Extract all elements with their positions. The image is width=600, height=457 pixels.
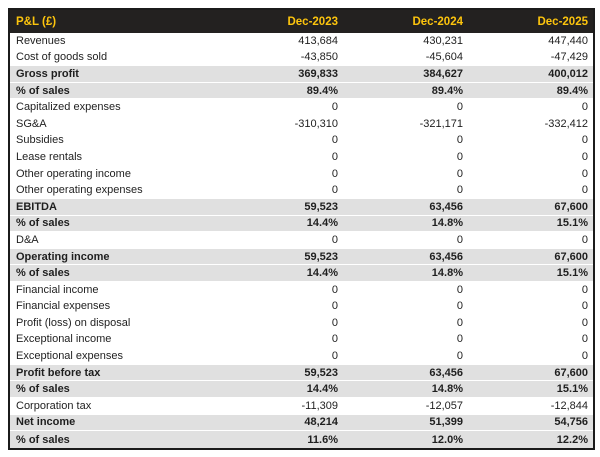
pnl-table: [8, 8, 595, 450]
row-label: D&A: [10, 232, 218, 249]
row-value: 0: [343, 299, 468, 316]
row-value: 0: [218, 182, 343, 199]
column-header-dec-2023: Dec-2023: [218, 10, 343, 33]
row-value: 0: [218, 315, 343, 332]
row-value: 384,627: [343, 66, 468, 83]
column-header-dec-2025: Dec-2025: [468, 10, 593, 33]
header-row: [10, 10, 593, 33]
table-row: [10, 116, 593, 133]
row-label: % of sales: [10, 381, 218, 398]
row-value: -43,850: [218, 50, 343, 67]
row-value: 0: [343, 232, 468, 249]
row-label: % of sales: [10, 216, 218, 233]
row-value: -47,429: [468, 50, 593, 67]
table-row: [10, 232, 593, 249]
row-value: 89.4%: [218, 83, 343, 100]
row-value: 54,756: [468, 415, 593, 432]
row-value: 400,012: [468, 66, 593, 83]
table-row: [10, 398, 593, 415]
row-label: Exceptional income: [10, 332, 218, 349]
table-row: [10, 99, 593, 116]
row-value: 0: [468, 149, 593, 166]
table-row: [10, 216, 593, 233]
row-value: 63,456: [343, 199, 468, 216]
table-row: [10, 199, 593, 216]
row-value: 14.8%: [343, 381, 468, 398]
row-value: -12,057: [343, 398, 468, 415]
pnl-table-body: [10, 33, 593, 448]
row-label: Financial expenses: [10, 299, 218, 316]
table-row: [10, 149, 593, 166]
row-value: 0: [343, 133, 468, 150]
row-value: 0: [468, 133, 593, 150]
table-row: [10, 50, 593, 67]
row-value: 0: [468, 282, 593, 299]
row-label: Profit before tax: [10, 365, 218, 382]
row-value: 0: [343, 166, 468, 183]
row-value: -332,412: [468, 116, 593, 133]
row-value: 430,231: [343, 33, 468, 50]
row-value: 63,456: [343, 365, 468, 382]
row-value: 0: [468, 332, 593, 349]
table-row: [10, 33, 593, 50]
table-row: [10, 431, 593, 448]
row-value: 67,600: [468, 199, 593, 216]
row-value: 14.8%: [343, 216, 468, 233]
row-value: 413,684: [218, 33, 343, 50]
row-value: 0: [468, 299, 593, 316]
row-value: 0: [468, 182, 593, 199]
row-value: 89.4%: [468, 83, 593, 100]
row-value: 12.2%: [468, 431, 593, 448]
row-value: 59,523: [218, 365, 343, 382]
row-value: 0: [218, 348, 343, 365]
row-label: Other operating expenses: [10, 182, 218, 199]
row-value: 0: [218, 332, 343, 349]
row-value: 0: [343, 332, 468, 349]
row-label: Revenues: [10, 33, 218, 50]
row-value: 15.1%: [468, 381, 593, 398]
row-value: 0: [343, 282, 468, 299]
row-value: 0: [343, 99, 468, 116]
row-label: Exceptional expenses: [10, 348, 218, 365]
row-value: 0: [218, 166, 343, 183]
row-value: 0: [468, 315, 593, 332]
row-value: 0: [468, 348, 593, 365]
row-value: 0: [218, 149, 343, 166]
row-value: 59,523: [218, 199, 343, 216]
row-label: EBITDA: [10, 199, 218, 216]
row-value: 12.0%: [343, 431, 468, 448]
row-value: 0: [343, 315, 468, 332]
row-label: Financial income: [10, 282, 218, 299]
row-value: 0: [218, 232, 343, 249]
row-value: -321,171: [343, 116, 468, 133]
table-row: [10, 348, 593, 365]
row-value: 0: [343, 348, 468, 365]
row-label: Operating income: [10, 249, 218, 266]
row-value: 0: [468, 166, 593, 183]
row-value: 0: [218, 282, 343, 299]
table-row: [10, 66, 593, 83]
row-value: 51,399: [343, 415, 468, 432]
row-value: 67,600: [468, 249, 593, 266]
row-label: Gross profit: [10, 66, 218, 83]
row-value: 15.1%: [468, 265, 593, 282]
row-value: 48,214: [218, 415, 343, 432]
pnl-table-header: [10, 10, 593, 33]
table-row: [10, 381, 593, 398]
row-value: 0: [468, 99, 593, 116]
table-row: [10, 83, 593, 100]
row-label: Cost of goods sold: [10, 50, 218, 67]
row-value: 11.6%: [218, 431, 343, 448]
row-value: 89.4%: [343, 83, 468, 100]
row-value: -310,310: [218, 116, 343, 133]
row-label: SG&A: [10, 116, 218, 133]
row-value: 0: [343, 182, 468, 199]
row-label: Corporation tax: [10, 398, 218, 415]
table-row: [10, 299, 593, 316]
row-value: 14.4%: [218, 381, 343, 398]
table-row: [10, 182, 593, 199]
row-value: 14.4%: [218, 216, 343, 233]
row-value: 0: [218, 299, 343, 316]
row-label: % of sales: [10, 83, 218, 100]
table-row: [10, 249, 593, 266]
table-title: P&L (£): [10, 10, 218, 33]
table-row: [10, 166, 593, 183]
row-label: % of sales: [10, 265, 218, 282]
row-value: 447,440: [468, 33, 593, 50]
row-value: 14.8%: [343, 265, 468, 282]
table-row: [10, 265, 593, 282]
column-header-dec-2024: Dec-2024: [343, 10, 468, 33]
row-value: 67,600: [468, 365, 593, 382]
row-value: 0: [218, 133, 343, 150]
table-row: [10, 332, 593, 349]
table-row: [10, 315, 593, 332]
row-value: 0: [468, 232, 593, 249]
table-row: [10, 282, 593, 299]
row-value: 59,523: [218, 249, 343, 266]
row-value: 0: [218, 99, 343, 116]
row-value: 14.4%: [218, 265, 343, 282]
row-label: Profit (loss) on disposal: [10, 315, 218, 332]
row-label: Capitalized expenses: [10, 99, 218, 116]
table-row: [10, 133, 593, 150]
row-label: Other operating income: [10, 166, 218, 183]
row-value: -11,309: [218, 398, 343, 415]
row-value: 15.1%: [468, 216, 593, 233]
row-value: -45,604: [343, 50, 468, 67]
row-label: Subsidies: [10, 133, 218, 150]
row-label: % of sales: [10, 431, 218, 448]
row-value: -12,844: [468, 398, 593, 415]
row-value: 0: [343, 149, 468, 166]
row-value: 63,456: [343, 249, 468, 266]
row-label: Net income: [10, 415, 218, 432]
table-row: [10, 415, 593, 432]
row-label: Lease rentals: [10, 149, 218, 166]
row-value: 369,833: [218, 66, 343, 83]
table-row: [10, 365, 593, 382]
